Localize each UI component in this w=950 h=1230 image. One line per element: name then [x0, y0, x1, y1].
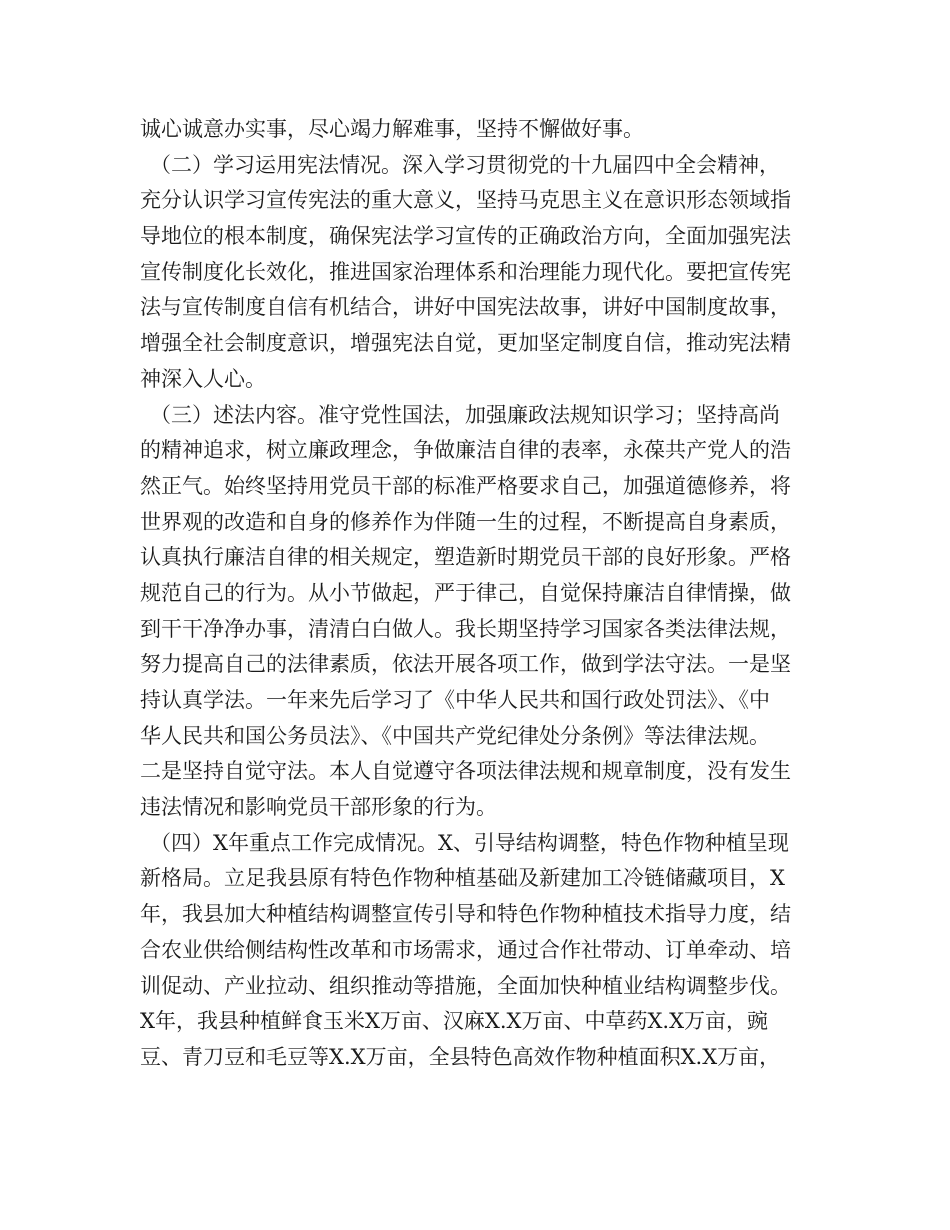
- text-line: 努力提高自己的法律素质，依法开展各项工作，做到学法守法。一是坚: [140, 652, 791, 677]
- text-line: 增强全社会制度意识，增强宪法自觉，更加坚定制度自信，推动宪法精: [140, 331, 791, 356]
- text-line: 神深入人心。: [140, 366, 266, 391]
- text-line: 导地位的根本制度，确保宪法学习宣传的正确政治方向，全面加强宪法: [140, 224, 791, 249]
- text-line: 认真执行廉洁自律的相关规定，塑造新时期党员干部的良好形象。严格: [140, 545, 791, 570]
- text-line: 法与宣传制度自信有机结合，讲好中国宪法故事，讲好中国制度故事，: [140, 295, 791, 320]
- section-heading-line: （三）述法内容。准守党性国法，加强廉政法规知识学习；坚持高尚: [150, 402, 780, 427]
- text-line: 宣传制度化长效化，推进国家治理体系和治理能力现代化。要把宣传宪: [140, 259, 791, 284]
- section-heading-line: （四）X年重点工作完成情况。X、引导结构调整，特色作物种植呈现: [150, 830, 789, 855]
- text-line: X年，我县种植鲜食玉米X万亩、汉麻X.X万亩、中草药X.X万亩，豌: [140, 1009, 769, 1034]
- text-line: 训促动、产业拉动、组织推动等措施，全面加快种植业结构调整步伐。: [140, 973, 791, 998]
- text-line: 规范自己的行为。从小节做起，严于律己，自觉保持廉洁自律情操，做: [140, 580, 791, 605]
- text-line: 持认真学法。一年来先后学习了《中华人民共和国行政处罚法》、《中: [140, 688, 770, 712]
- section-heading-line: （二）学习运用宪法情况。深入学习贯彻党的十九届四中全会精神，: [150, 152, 780, 177]
- text-line: 诚心诚意办实事，尽心竭力解难事，坚持不懈做好事。: [140, 117, 644, 141]
- text-line: 年，我县加大种植结构调整宣传引导和特色作物种植技术指导力度，结: [140, 902, 791, 927]
- text-line: 然正气。始终坚持用党员干部的标准严格要求自己，加强道德修养，将: [140, 473, 791, 498]
- text-line: 新格局。立足我县原有特色作物种植基础及新建加工冷链储藏项目，X: [140, 866, 785, 891]
- text-line: 的精神追求，树立廉政理念，争做廉洁自律的表率，永葆共产党人的浩: [140, 438, 791, 463]
- body-text: [140, 112, 815, 1076]
- text-line: 充分认识学习宣传宪法的重大意义，坚持马克思主义在意识形态领域指: [140, 188, 791, 213]
- text-line: 世界观的改造和自身的修养作为伴随一生的过程，不断提高自身素质，: [140, 509, 791, 534]
- text-line: 违法情况和影响党员干部形象的行为。: [140, 795, 497, 820]
- text-line: 合农业供给侧结构性改革和市场需求，通过合作社带动、订单牵动、培: [140, 937, 791, 962]
- text-line: 豆、青刀豆和毛豆等X.X万亩，全县特色高效作物种植面积X.X万亩，: [140, 1044, 781, 1069]
- text-line: 华人民共和国公务员法》、《中国共产党纪律处分条例》等法律法规。: [140, 723, 770, 748]
- text-line: 二是坚持自觉守法。本人自觉遵守各项法律法规和规章制度，没有发生: [140, 759, 791, 784]
- text-line: 到干干净净办事，清清白白做人。我长期坚持学习国家各类法律法规，: [140, 616, 791, 641]
